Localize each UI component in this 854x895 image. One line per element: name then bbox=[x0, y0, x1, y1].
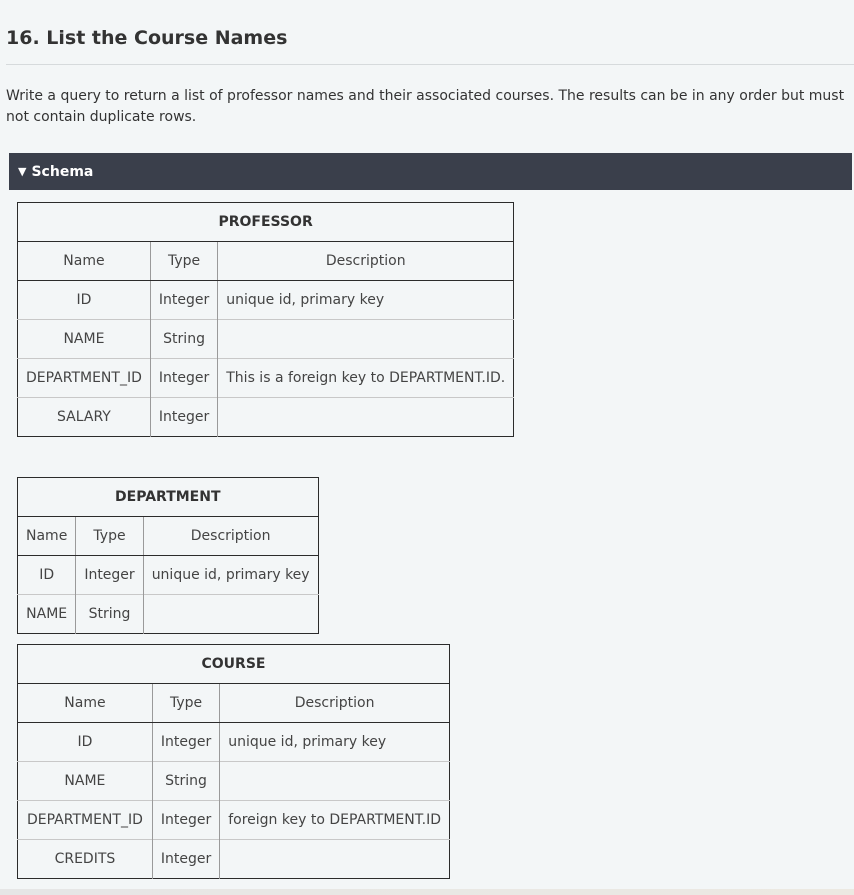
column-header-type: Type bbox=[76, 517, 143, 556]
column-header-name: Name bbox=[18, 242, 151, 281]
triangle-down-icon: ▼ bbox=[18, 165, 27, 178]
page-bottom-edge bbox=[0, 889, 854, 895]
column-type: String bbox=[152, 762, 219, 801]
table-row bbox=[18, 556, 319, 595]
column-name: DEPARTMENT_ID bbox=[18, 801, 153, 840]
column-description: foreign key to DEPARTMENT.ID bbox=[220, 801, 450, 840]
table-title: COURSE bbox=[18, 645, 450, 684]
column-description bbox=[143, 595, 318, 634]
column-description: unique id, primary key bbox=[143, 556, 318, 595]
table-title: DEPARTMENT bbox=[18, 478, 319, 517]
column-description bbox=[220, 840, 450, 879]
table-row bbox=[18, 281, 514, 320]
column-header-description: Description bbox=[220, 684, 450, 723]
column-type: Integer bbox=[150, 281, 217, 320]
column-header-type: Type bbox=[152, 684, 219, 723]
page-title: 16. List the Course Names bbox=[6, 27, 288, 49]
table-row bbox=[18, 320, 514, 359]
column-name: NAME bbox=[18, 762, 153, 801]
column-type: Integer bbox=[150, 398, 217, 437]
table-row bbox=[18, 801, 450, 840]
column-header-row bbox=[18, 517, 319, 556]
column-type: Integer bbox=[152, 801, 219, 840]
schema-toggle[interactable] bbox=[9, 153, 852, 190]
column-description bbox=[218, 398, 514, 437]
column-header-row bbox=[18, 242, 514, 281]
table-row bbox=[18, 398, 514, 437]
column-type: String bbox=[150, 320, 217, 359]
column-type: Integer bbox=[152, 723, 219, 762]
column-type: String bbox=[76, 595, 143, 634]
table-row bbox=[18, 762, 450, 801]
column-name: CREDITS bbox=[18, 840, 153, 879]
column-name: ID bbox=[39, 567, 55, 583]
professor-table bbox=[17, 202, 514, 437]
column-description bbox=[218, 320, 514, 359]
course-table bbox=[17, 644, 450, 879]
schema-label: Schema bbox=[31, 164, 94, 180]
column-name: ID bbox=[77, 734, 93, 750]
table-title: PROFESSOR bbox=[18, 203, 514, 242]
table-row bbox=[18, 840, 450, 879]
column-name: DEPARTMENT_ID bbox=[18, 359, 151, 398]
column-name: SALARY bbox=[18, 398, 151, 437]
question-description: Write a query to return a list of professor names and their associated courses. The results can be in any order but must not contain duplicate rows. bbox=[6, 88, 845, 125]
column-name: ID bbox=[76, 292, 92, 308]
department-table bbox=[17, 477, 319, 634]
column-header-name: Name bbox=[18, 684, 153, 723]
table-row bbox=[18, 723, 450, 762]
column-type: Integer bbox=[150, 359, 217, 398]
column-name: NAME bbox=[18, 595, 76, 634]
column-header-name: Name bbox=[18, 517, 76, 556]
column-type: Integer bbox=[76, 556, 143, 595]
column-header-description: Description bbox=[143, 517, 318, 556]
column-header-description: Description bbox=[218, 242, 514, 281]
column-description bbox=[220, 762, 450, 801]
table-row bbox=[18, 359, 514, 398]
column-description: unique id, primary key bbox=[218, 281, 514, 320]
table-row bbox=[18, 595, 319, 634]
column-name: NAME bbox=[18, 320, 151, 359]
column-description: unique id, primary key bbox=[220, 723, 450, 762]
column-description: This is a foreign key to DEPARTMENT.ID. bbox=[218, 359, 514, 398]
column-header-row bbox=[18, 684, 450, 723]
title-divider bbox=[6, 64, 854, 65]
column-type: Integer bbox=[152, 840, 219, 879]
column-header-type: Type bbox=[150, 242, 217, 281]
